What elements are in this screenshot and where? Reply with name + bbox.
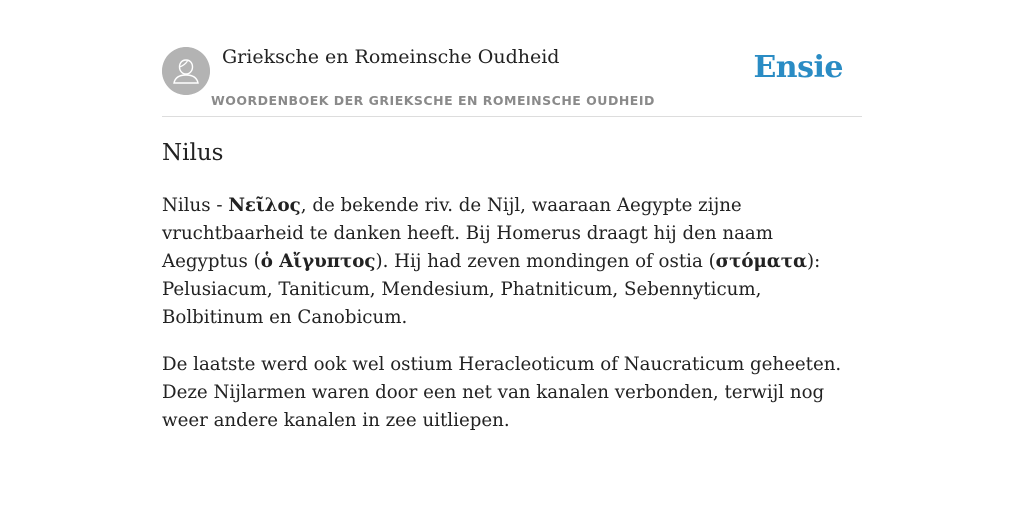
entry-paragraph-1 xyxy=(162,192,862,332)
entry-text: ). Hij had zeven mondingen of ostia ( xyxy=(375,251,716,272)
header xyxy=(162,0,862,117)
site-subtitle: WOORDENBOEK DER GRIEKSCHE EN ROMEINSCHE OUDHEID xyxy=(211,93,655,108)
page-container xyxy=(162,0,862,431)
entry-text: , de bekende riv. de Nijl, waaraan Aegypte zijne vruchtbaarheid te danken heeft. Bij Homerus draagt hij den naam Aegyptus ( xyxy=(162,195,774,272)
greek-term: Νεῖλος xyxy=(228,195,301,216)
brand-logo[interactable]: Ensie xyxy=(753,50,843,85)
entry-paragraph-2: De laatste werd ook wel ostium Heracleoticum of Naucraticum geheeten. Deze Nijlarmen waren door een net van kanalen verbonden, terwijl nog weer andere kanalen in zee uitliepen. xyxy=(162,354,842,431)
entry-body xyxy=(162,192,862,454)
user-icon[interactable] xyxy=(162,47,210,95)
entry-text: ): Pelusiacum, Taniticum, Mendesium, Phatniticum, Sebennyticum, Bolbitinum en Canobicum. xyxy=(162,251,821,328)
entry-title: Nilus xyxy=(162,140,224,166)
greek-term: στόματα xyxy=(715,251,807,272)
site-title[interactable]: Grieksche en Romeinsche Oudheid xyxy=(222,46,560,68)
entry-text: Nilus - xyxy=(162,195,229,216)
greek-term: ὁ Αἴγυπτος xyxy=(260,251,376,272)
